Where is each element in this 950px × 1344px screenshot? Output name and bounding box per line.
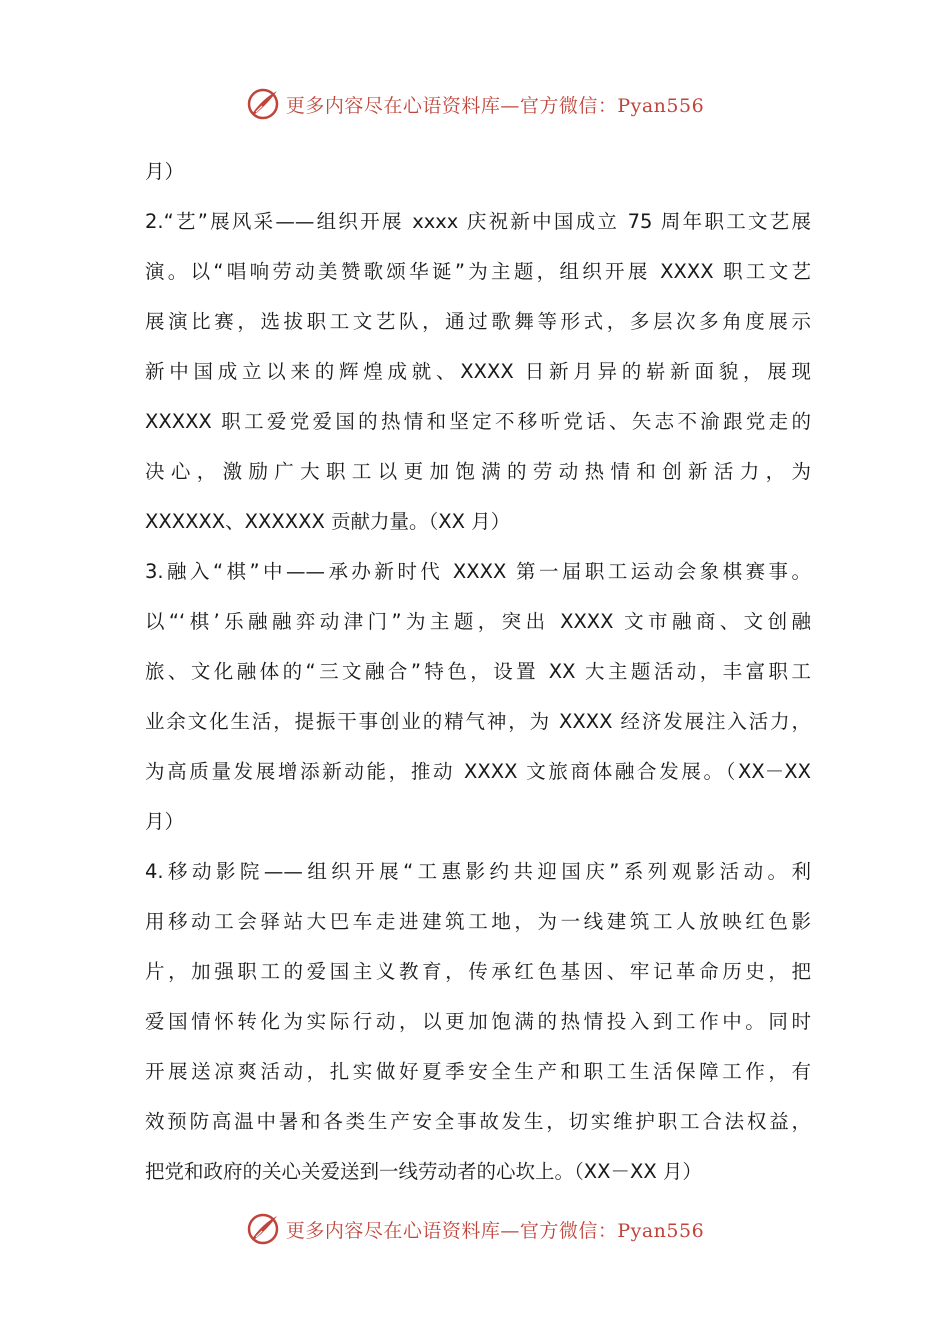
quill-logo-icon (246, 1212, 280, 1246)
header-banner (0, 84, 950, 124)
text-line: 3.融入“棋”中——承办新时代 XXXX 第一届职工运动会象棋赛事。 (145, 560, 811, 583)
text-line: 展演比赛，选拔职工文艺队，通过歌舞等形式，多层次多角度展示 (145, 310, 811, 333)
header-banner-text: 更多内容尽在心语资料库—官方微信：Pyan556 (285, 94, 705, 117)
text-line: 把党和政府的关心关爱送到一线劳动者的心坎上。（XX－XX 月） (145, 1160, 702, 1183)
text-line: 演。以“唱响劳动美赞歌颂华诞”为主题，组织开展 XXXX 职工文艺 (145, 260, 811, 283)
text-line: 开展送凉爽活动，扎实做好夏季安全生产和职工生活保障工作，有 (145, 1060, 811, 1083)
text-line: 旅、文化融体的“三文融合”特色，设置 XX 大主题活动，丰富职工 (145, 660, 811, 683)
text-line: 用移动工会驿站大巴车走进建筑工地，为一线建筑工人放映红色影 (145, 910, 811, 933)
text-line: 效预防高温中暑和各类生产安全事故发生，切实维护职工合法权益， (145, 1110, 811, 1133)
text-line: 以“‘棋’乐融融弈动津门”为主题，突出 XXXX 文市融商、文创融 (145, 610, 811, 633)
text-line: 决心，激励广大职工以更加饱满的劳动热情和创新活力，为 (145, 460, 811, 483)
text-line: XXXXXX、XXXXXX 贡献力量。（XX 月） (145, 510, 511, 533)
text-line: 新中国成立以来的辉煌成就、XXXX 日新月异的崭新面貌，展现 (145, 360, 811, 383)
footer-banner-text: 更多内容尽在心语资料库—官方微信：Pyan556 (285, 1219, 705, 1242)
text-line: 月） (145, 810, 185, 833)
text-line: 片，加强职工的爱国主义教育，传承红色基因、牢记革命历史，把 (145, 960, 811, 983)
text-line: 业余文化生活，提振干事创业的精气神，为 XXXX 经济发展注入活力， (145, 710, 811, 733)
text-line: XXXXX 职工爱党爱国的热情和坚定不移听党话、矢志不渝跟党走的 (145, 410, 811, 433)
text-line: 为高质量发展增添新动能，推动 XXXX 文旅商体融合发展。（XX－XX (145, 760, 811, 783)
text-line: 爱国情怀转化为实际行动，以更加饱满的热情投入到工作中。同时 (145, 1010, 811, 1033)
footer-banner (0, 1209, 950, 1249)
text-line: 月） (145, 160, 185, 183)
text-line: 4.移动影院——组织开展“工惠影约共迎国庆”系列观影活动。利 (145, 860, 811, 883)
text-line: 2.“艺”展风采——组织开展 xxxx 庆祝新中国成立 75 周年职工文艺展 (145, 210, 811, 233)
document-body (145, 147, 811, 1197)
quill-logo-icon (246, 87, 280, 121)
